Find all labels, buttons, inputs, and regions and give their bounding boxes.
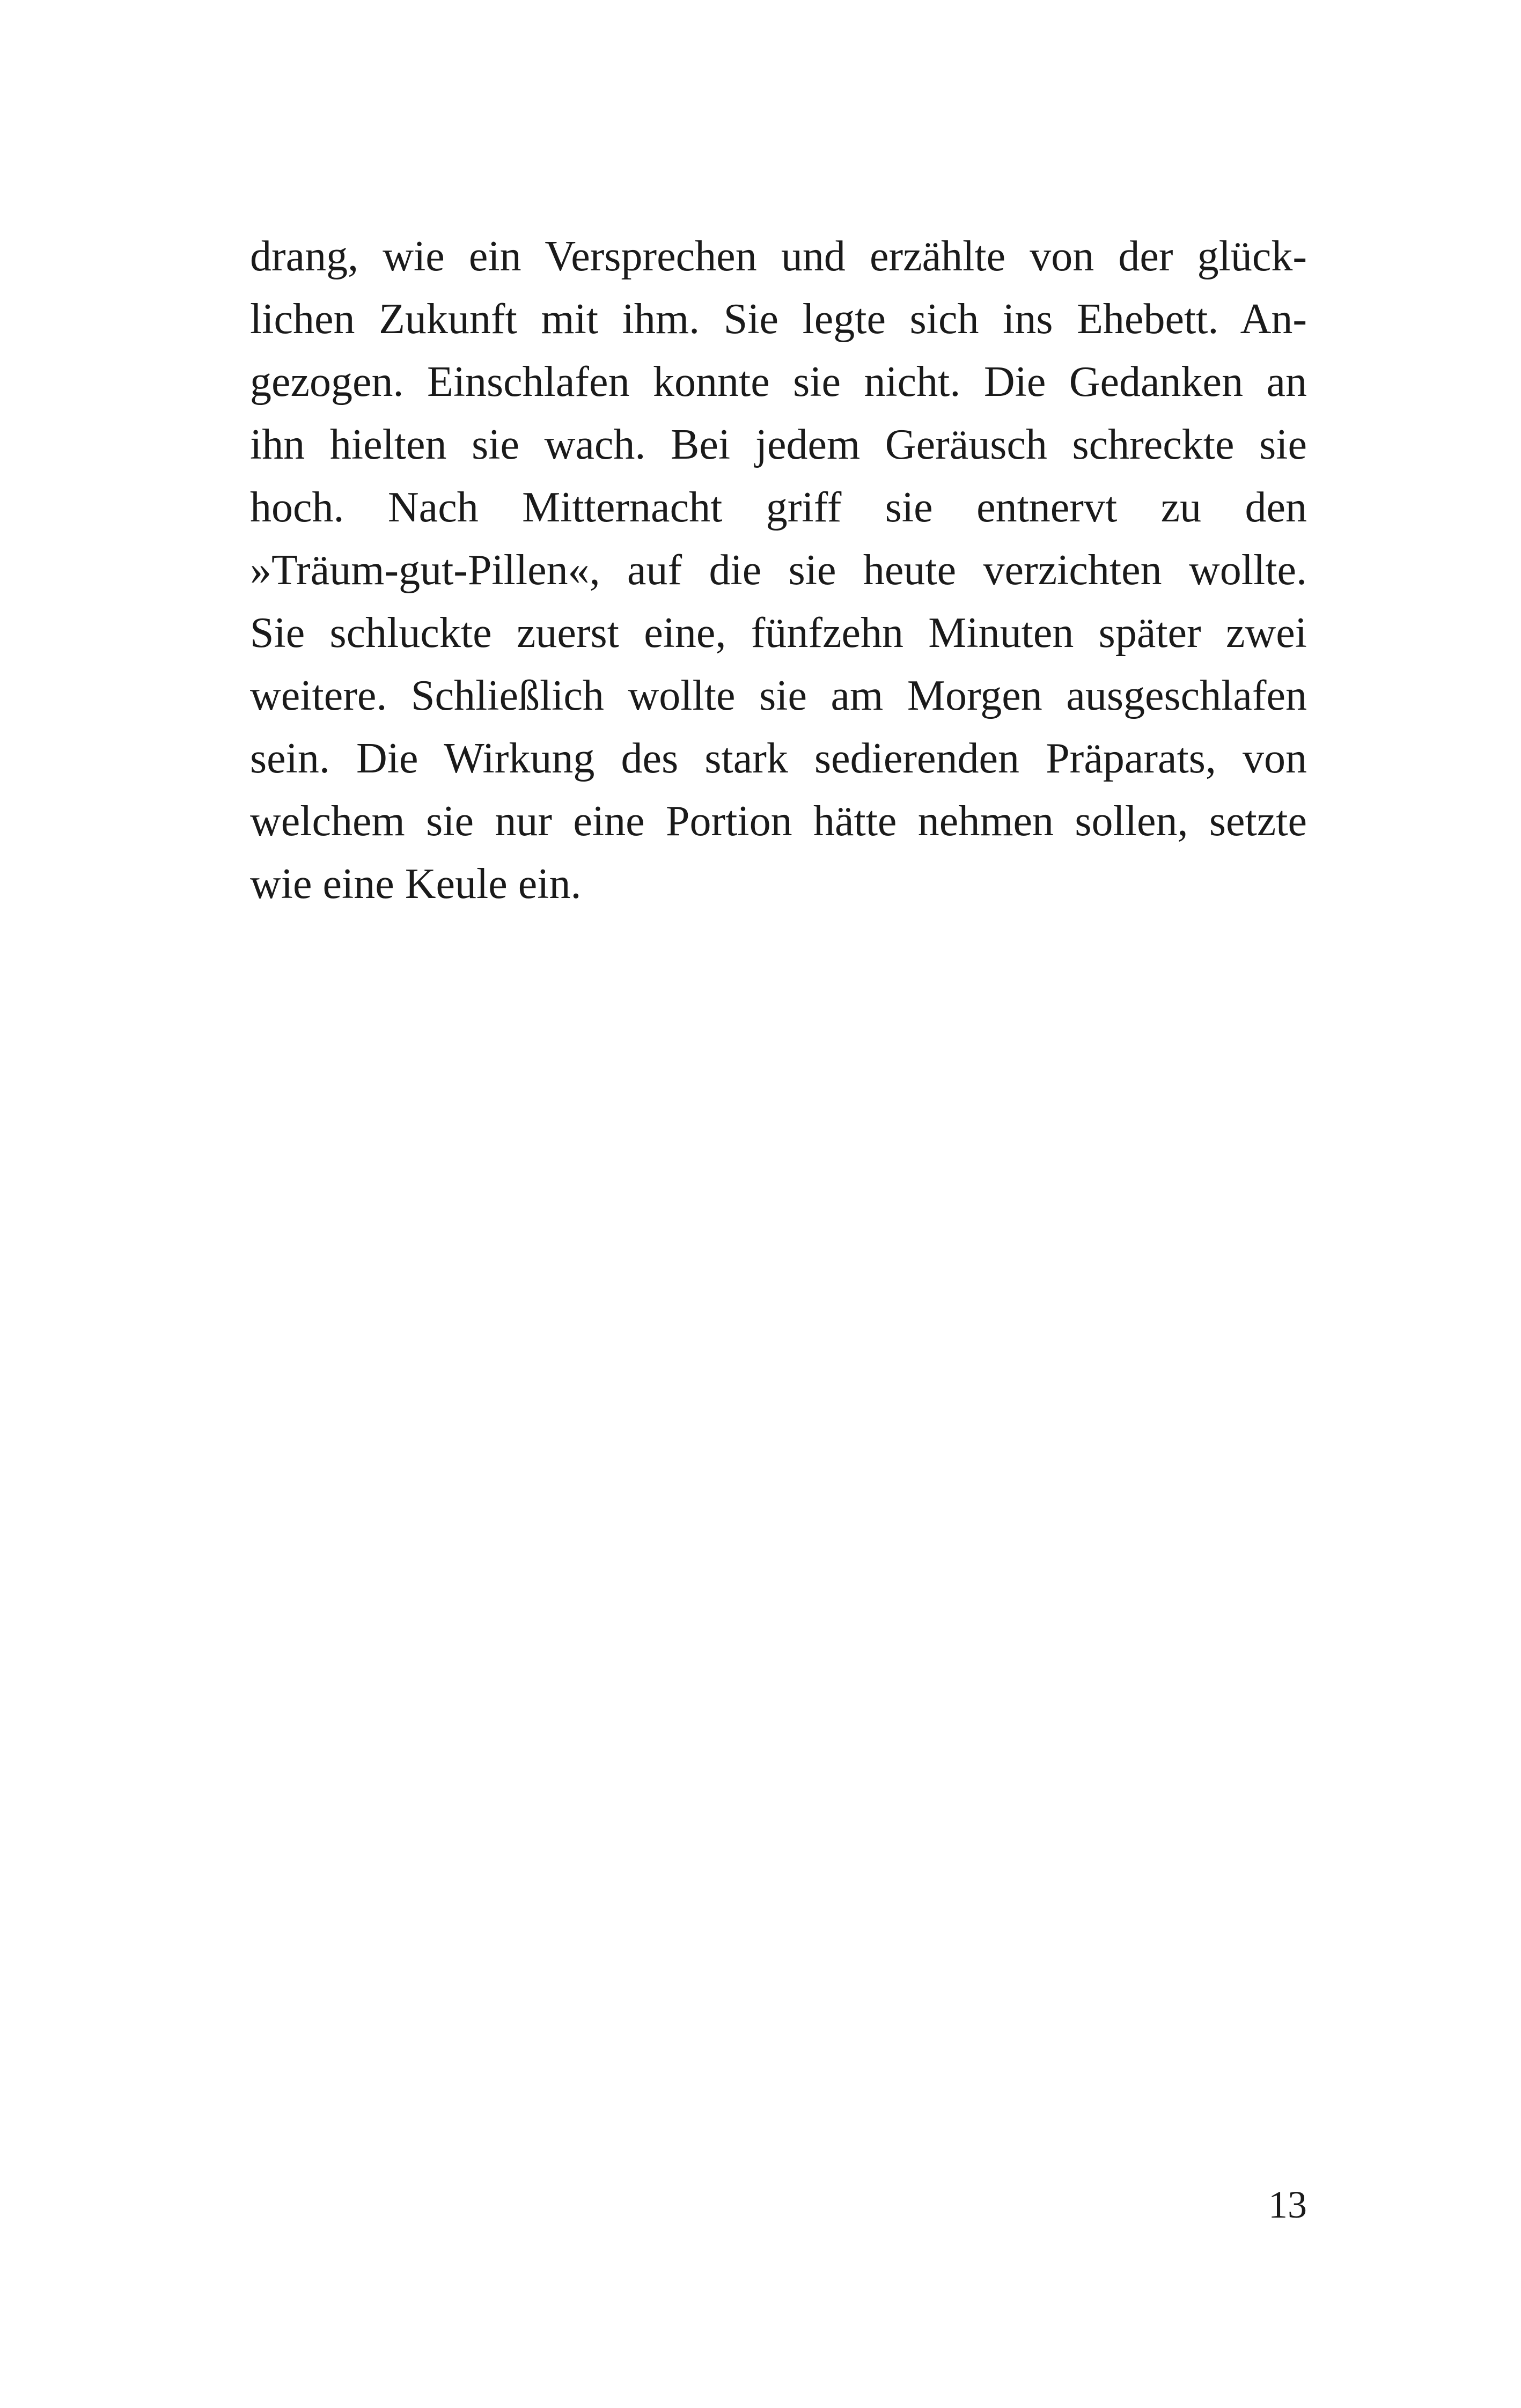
text-line: sein. Die Wirkung des stark sedierenden Präparats, von <box>250 735 1307 782</box>
text-line: drang, wie ein Versprechen und erzählte von der glück- <box>250 233 1307 280</box>
text-line: lichen Zukunft mit ihm. Sie legte sich ins Ehebett. An- <box>250 296 1307 343</box>
page-number: 13 <box>1268 2183 1307 2226</box>
text-line: weitere. Schließlich wollte sie am Morgen ausgeschlafen <box>250 672 1307 719</box>
text-line: hoch. Nach Mitternacht griff sie entnervt zu den <box>250 484 1307 531</box>
text-line: welchem sie nur eine Portion hätte nehmen sollen, setzte <box>250 798 1307 845</box>
text-line: ihn hielten sie wach. Bei jedem Geräusch schreckte sie <box>250 421 1307 468</box>
text-line: Sie schluckte zuerst eine, fünfzehn Minuten später zwei <box>250 609 1307 657</box>
body-text <box>250 225 1307 916</box>
text-line: wie eine Keule ein. <box>250 860 582 908</box>
text-line: gezogen. Einschlafen konnte sie nicht. Die Gedanken an <box>250 358 1307 406</box>
text-line: »Träum-gut-Pillen«, auf die sie heute verzichten wollte. <box>250 547 1307 594</box>
